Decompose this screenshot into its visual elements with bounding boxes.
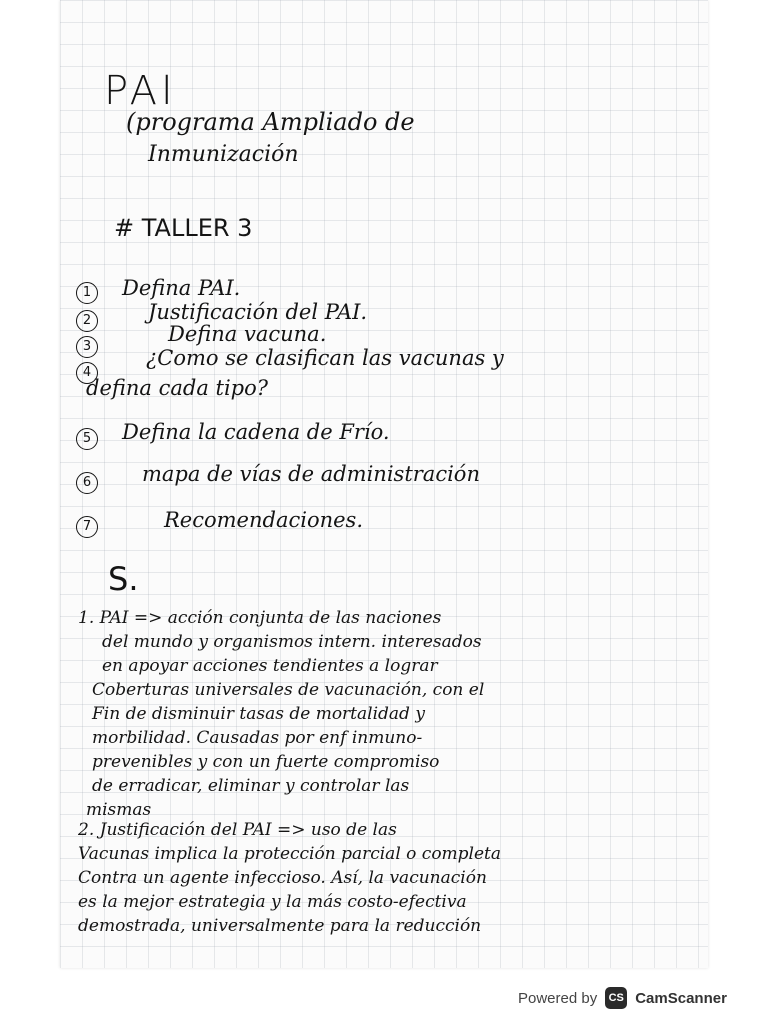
question-number: 1 (76, 282, 98, 304)
answer-block (78, 606, 708, 822)
subtitle-line-2: Inmunización (148, 142, 299, 167)
answer-line: prevenibles y con un fuerte compromiso (92, 752, 440, 772)
solution-mark: S. (108, 560, 139, 598)
page-title: PAI (104, 68, 177, 114)
camscanner-logo-icon: CS (605, 987, 627, 1009)
question-text: ¿Como se clasifican las vacunas y (146, 346, 504, 370)
answer-line: Contra un agente infeccioso. Así, la vacunación (78, 868, 487, 888)
question-number: 2 (76, 310, 98, 332)
question-number: 7 (76, 516, 98, 538)
question-text: Defina vacuna. (168, 322, 327, 346)
question-text: Defina la cadena de Frío. (122, 420, 390, 444)
question-text: defina cada tipo? (86, 376, 269, 400)
answer-block (78, 818, 708, 938)
answer-line: del mundo y organismos intern. interesados (102, 632, 482, 652)
answer-line: Coberturas universales de vacunación, con el (92, 680, 485, 700)
notebook-page (60, 0, 708, 968)
taller-heading: # TALLER 3 (114, 214, 253, 242)
answer-line: en apoyar acciones tendientes a lograr (102, 656, 438, 676)
camscanner-brand: CamScanner (635, 989, 727, 1007)
answer-line: de erradicar, eliminar y controlar las (92, 776, 410, 796)
subtitle-line-1: (programa Ampliado de (126, 108, 415, 136)
answer-line: 2. Justificación del PAI => uso de las (78, 820, 397, 840)
question-text: Recomendaciones. (164, 508, 363, 532)
question-text: mapa de vías de administración (142, 462, 480, 486)
answer-line: Fin de disminuir tasas de mortalidad y (92, 704, 425, 724)
question-text: Defina PAI. (122, 276, 241, 300)
answer-line: morbilidad. Causadas por enf inmuno- (92, 728, 423, 748)
question-number: 5 (76, 428, 98, 450)
question-number: 3 (76, 336, 98, 358)
answer-line: 1. PAI => acción conjunta de las naciones (78, 608, 442, 628)
powered-by-label: Powered by (518, 989, 598, 1007)
answer-line: Vacunas implica la protección parcial o completa (78, 844, 502, 864)
answer-line: mismas (86, 800, 152, 820)
answer-line: es la mejor estrategia y la más costo-efectiva (78, 892, 467, 912)
question-text: Justificación del PAI. (148, 300, 368, 324)
question-number: 6 (76, 472, 98, 494)
question-number: 4 (76, 362, 98, 384)
answer-line: demostrada, universalmente para la reducción (78, 916, 482, 936)
camscanner-watermark (518, 982, 758, 1014)
